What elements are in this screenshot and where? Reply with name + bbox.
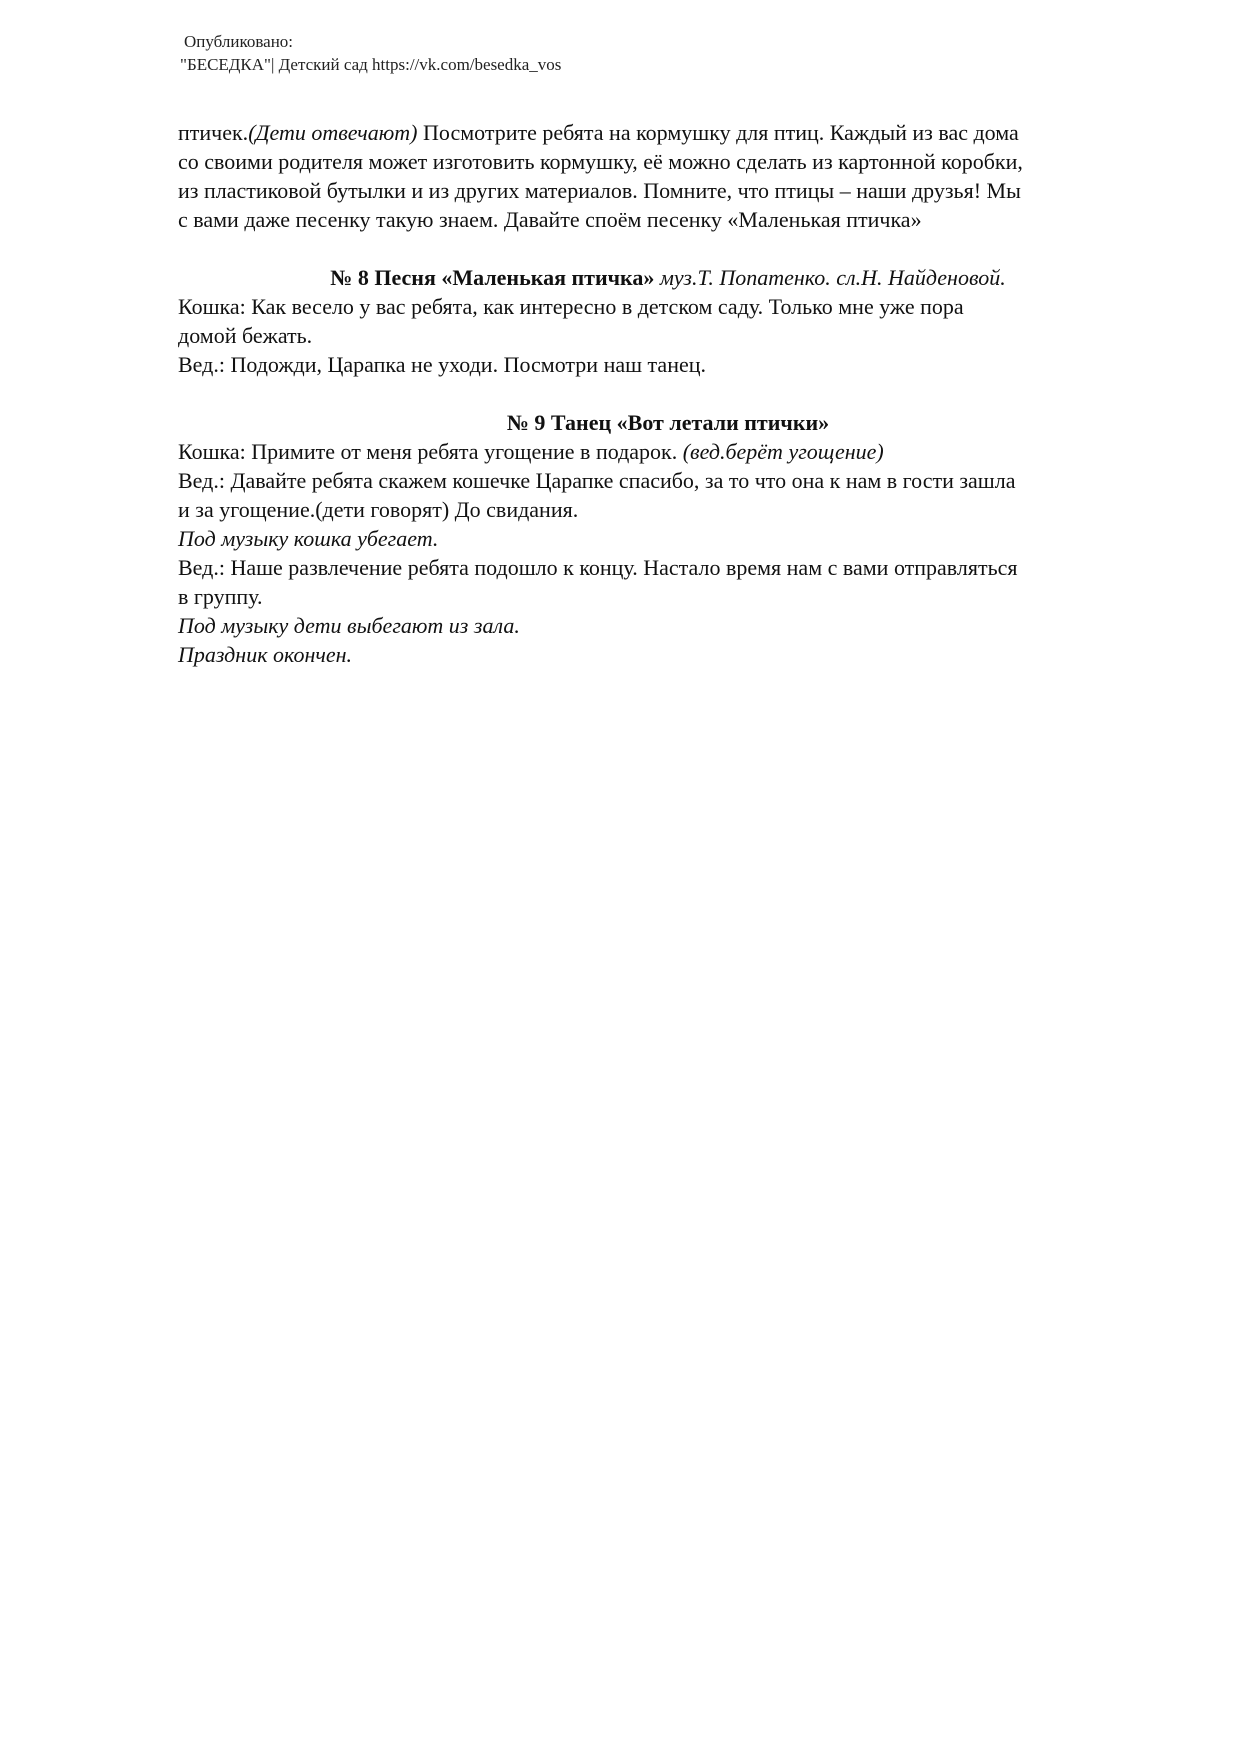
- text-line: из пластиковой бутылки и из других материалов. Помните, что птицы – наши друзья! Мы: [178, 178, 1021, 203]
- section-heading-9: [178, 408, 1158, 437]
- stage-direction: Праздник окончен.: [178, 642, 353, 667]
- dialogue-block-2: [178, 292, 1158, 379]
- text-line: Вед.: Давайте ребята скажем кошечке Царапке спасибо, за то что она к нам в гости зашла: [178, 468, 1016, 493]
- header-published-label: Опубликовано:: [184, 32, 294, 51]
- intro-paragraph: [178, 118, 1158, 234]
- text-line: домой бежать.: [178, 323, 313, 348]
- stage-direction: (Дети отвечают): [248, 120, 418, 145]
- text-line: с вами даже песенку такую знаем. Давайте споём песенку «Маленькая птичка»: [178, 207, 922, 232]
- text-line: Кошка: Как весело у вас ребята, как интересно в детском саду. Только мне уже пора: [178, 294, 964, 319]
- heading-title: № 9 Танец «Вот летали птички»: [506, 410, 830, 435]
- heading-title: № 8 Песня «Маленькая птичка»: [330, 265, 655, 290]
- stage-direction: (вед.берёт угощение): [682, 439, 884, 464]
- header-source-line: "БЕСЕДКА"| Детский сад https://vk.com/besedka_vos: [180, 55, 562, 74]
- document-body: [178, 118, 1158, 669]
- text-line: Кошка: Примите от меня ребята угощение в подарок. (вед.берёт угощение): [178, 439, 884, 464]
- publication-header: [180, 30, 561, 76]
- text-line: в группу.: [178, 584, 263, 609]
- stage-direction: Под музыку кошка убегает.: [178, 526, 439, 551]
- text-line: со своими родителя может изготовить кормушку, её можно сделать из картонной коробки,: [178, 149, 1023, 174]
- text-line: Вед.: Подожди, Царапка не уходи. Посмотри наш танец.: [178, 352, 706, 377]
- text-line: и за угощение.(дети говорят) До свидания.: [178, 497, 579, 522]
- text-line: Вед.: Наше развлечение ребята подошло к концу. Настало время нам с вами отправляться: [178, 555, 1018, 580]
- text-line: птичек.(Дети отвечают) Посмотрите ребята на кормушку для птиц. Каждый из вас дома: [178, 120, 1019, 145]
- heading-credits: муз.Т. Попатенко. сл.Н. Найденовой.: [654, 265, 1006, 290]
- dialogue-block-3: [178, 437, 1158, 669]
- stage-direction: Под музыку дети выбегают из зала.: [178, 613, 520, 638]
- section-heading-8: [178, 263, 1158, 292]
